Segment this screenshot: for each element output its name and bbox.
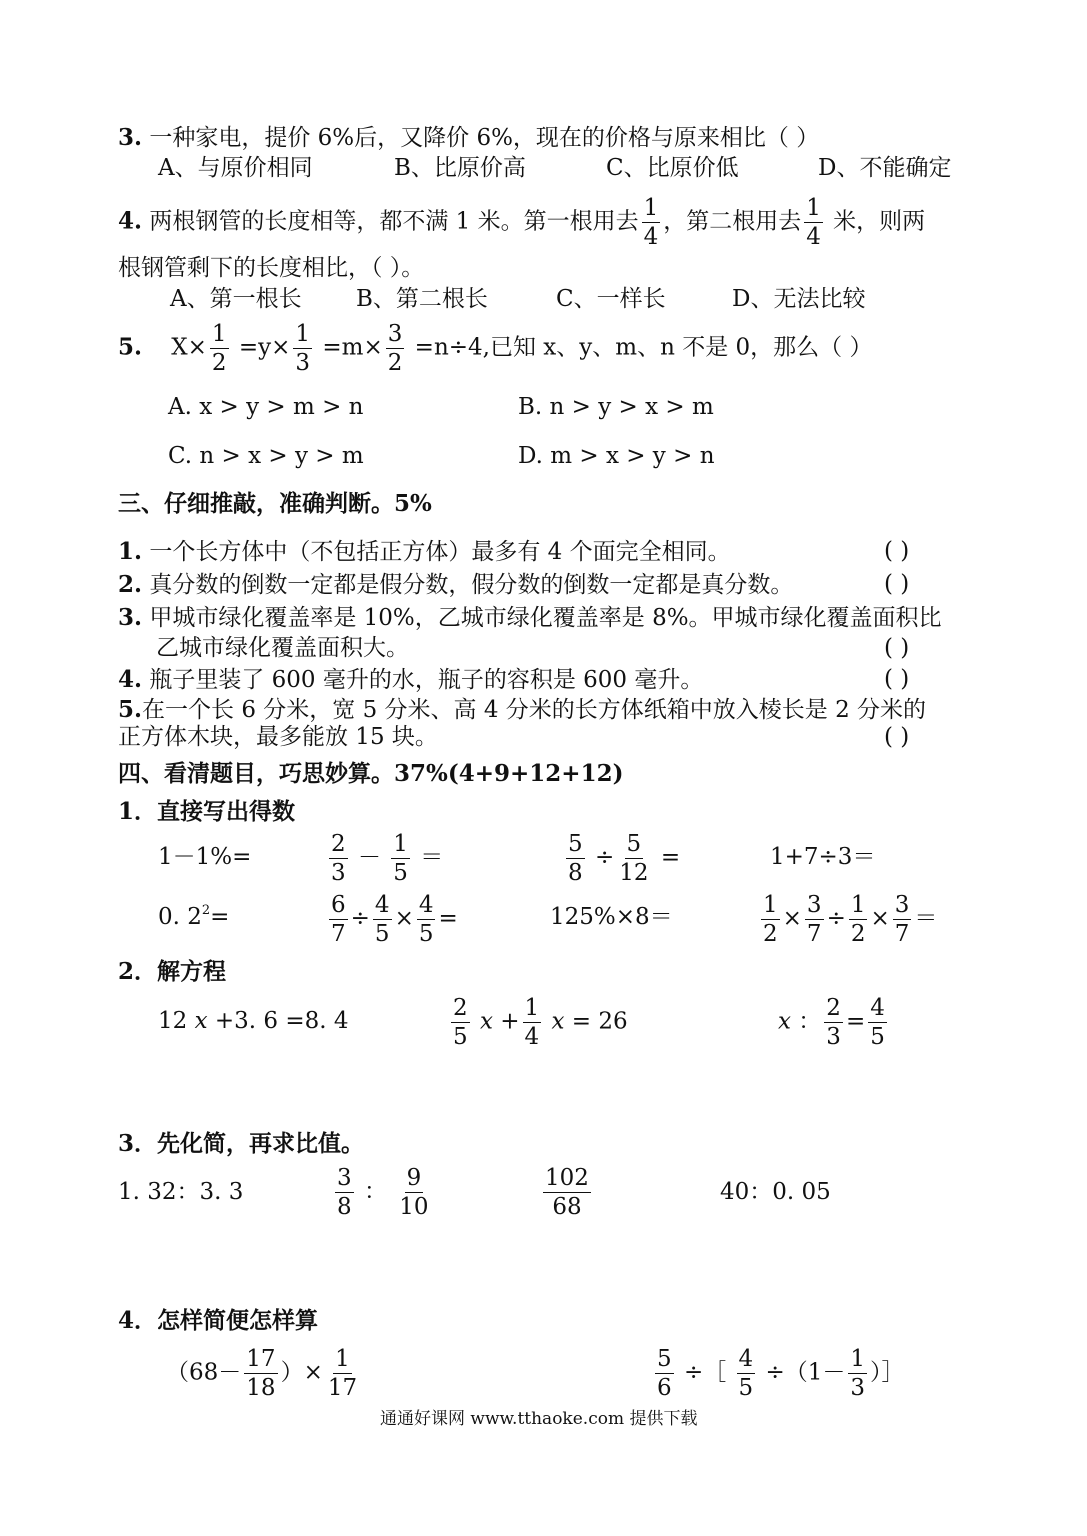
q5-row: 5. X× $\frac{1}{2}$ =y× $\frac{1}{3}$ =m× $\frac{3}{2}$ =n÷4,已知 x、y、m、n 不是 0，那么（ ） <box>118 321 873 377</box>
judge-paren-5: ( ) <box>884 724 910 750</box>
footer-text: 通通好课网 www.tthaoke.com 提供下载 <box>380 1409 698 1429</box>
judge-item-1: 1. 一个长方体中（不包括正方体）最多有 4 个面完全相同。 <box>118 538 731 565</box>
judge-item-2: 2. 真分数的倒数一定都是假分数，假分数的倒数一定都是真分数。 <box>118 571 794 598</box>
q4-option-d: D、无法比较 <box>732 286 866 312</box>
calc-2: $\frac{2}{3}$ － $\frac{1}{5}$ ＝ <box>331 831 444 887</box>
q4-option-a: A、第一根长 <box>170 286 302 312</box>
q5-option-a: A. x > y > m > n <box>168 394 364 420</box>
compute-1: （68－ $\frac{17}{18}$ ）× $\frac{1}{17}$ <box>166 1346 358 1402</box>
fraction: $\frac{3}{2}$ <box>387 321 403 377</box>
calc-6: $\frac{6}{7}$ ÷ $\frac{4}{5}$ × $\frac{4}{5}$ = <box>331 892 458 948</box>
judge-item-4: 4. 瓶子里装了 600 毫升的水，瓶子的容积是 600 毫升。 <box>118 666 704 693</box>
part-4-title: 4．怎样简便怎样算 <box>118 1307 319 1334</box>
q3-option-c: C、比原价低 <box>606 155 739 181</box>
q5-option-b: B. n > y > x > m <box>518 394 714 420</box>
judge-paren-2: ( ) <box>884 571 910 597</box>
fraction: $\frac{1}{2}$ <box>211 321 227 377</box>
equation-1: 12 x +3. 6 =8. 4 <box>158 1008 349 1034</box>
judge-item-3: 3. 甲城市绿化覆盖率是 10%，乙城市绿化覆盖率是 8%。甲城市绿化覆盖面积比 <box>118 604 942 631</box>
q4-option-c: C、一样长 <box>556 286 666 312</box>
fraction: $\frac{1}{4}$ <box>806 195 821 251</box>
part-1-title: 1．直接写出得数 <box>118 798 296 825</box>
equation-3: x ： $\frac{2}{3}$ = $\frac{4}{5}$ <box>778 995 885 1051</box>
q4-row: 4. 两根钢管的长度相等，都不满 1 米。第一根用去 $\frac{1}{4}$ ，第二根用去 $\frac{1}{4}$ 米，则两 <box>118 195 926 251</box>
judge-paren-3: ( ) <box>884 635 910 661</box>
calc-4: 1+7÷3＝ <box>770 844 876 870</box>
fraction: $\frac{1}{4}$ <box>643 195 659 251</box>
judge-paren-1: ( ) <box>884 538 910 564</box>
fraction: $\frac{1}{3}$ <box>295 321 311 377</box>
equation-2: $\frac{2}{5}$ x + $\frac{1}{4}$ x = 26 <box>453 995 628 1051</box>
judge-item-5-line2: 正方体木块，最多能放 15 块。 <box>118 724 438 750</box>
q3-row: 3. 一种家电，提价 6%后，又降价 6%，现在的价格与原来相比（ ） <box>118 124 820 151</box>
q3-option-a: A、与原价相同 <box>158 155 313 181</box>
section-4-title: 四、看清题目，巧思妙算。37%(4+9+12+12) <box>118 760 624 787</box>
q3-option-b: B、比原价高 <box>394 155 526 181</box>
compute-2: $\frac{5}{6}$ ÷［ $\frac{4}{5}$ ÷（1－ $\frac{1}{3}$ ）］ <box>657 1346 905 1402</box>
calc-7: 125%×8＝ <box>550 904 673 930</box>
q5-option-d: D. m > x > y > n <box>518 443 715 469</box>
ratio-2: $\frac{3}{8}$ ： $\frac{9}{10}$ <box>337 1165 429 1221</box>
calc-5: 0. $2^2=$ <box>158 903 230 930</box>
judge-item-5: 5.在一个长 6 分米，宽 5 分米、高 4 分米的长方体纸箱中放入棱长是 2 分米的 <box>118 696 927 723</box>
ratio-3: $\frac{102}{68}$ <box>545 1165 589 1221</box>
part-3-title: 3．先化简，再求比值。 <box>118 1130 365 1157</box>
judge-paren-4: ( ) <box>884 666 910 692</box>
q4-line2: 根钢管剩下的长度相比，（ ）。 <box>118 255 425 281</box>
q3-option-d: D、不能确定 <box>818 155 952 181</box>
q4-option-b: B、第二根长 <box>356 286 488 312</box>
section-3-title: 三、仔细推敲，准确判断。5% <box>118 490 432 517</box>
ratio-4: 40：0. 05 <box>720 1179 831 1205</box>
calc-3: $\frac{5}{8}$ ÷ $\frac{5}{12}$ = <box>568 831 681 887</box>
calc-1: 1－1%= <box>158 844 252 870</box>
calc-8: $\frac{1}{2}$ × $\frac{3}{7}$ ÷ $\frac{1}{2}$ × $\frac{3}{7}$ ＝ <box>763 892 938 948</box>
judge-item-3-line2: 乙城市绿化覆盖面积大。 <box>156 635 409 661</box>
ratio-1: 1. 32：3. 3 <box>118 1179 244 1205</box>
part-2-title: 2．解方程 <box>118 958 227 985</box>
q5-option-c: C. n > x > y > m <box>168 443 364 469</box>
